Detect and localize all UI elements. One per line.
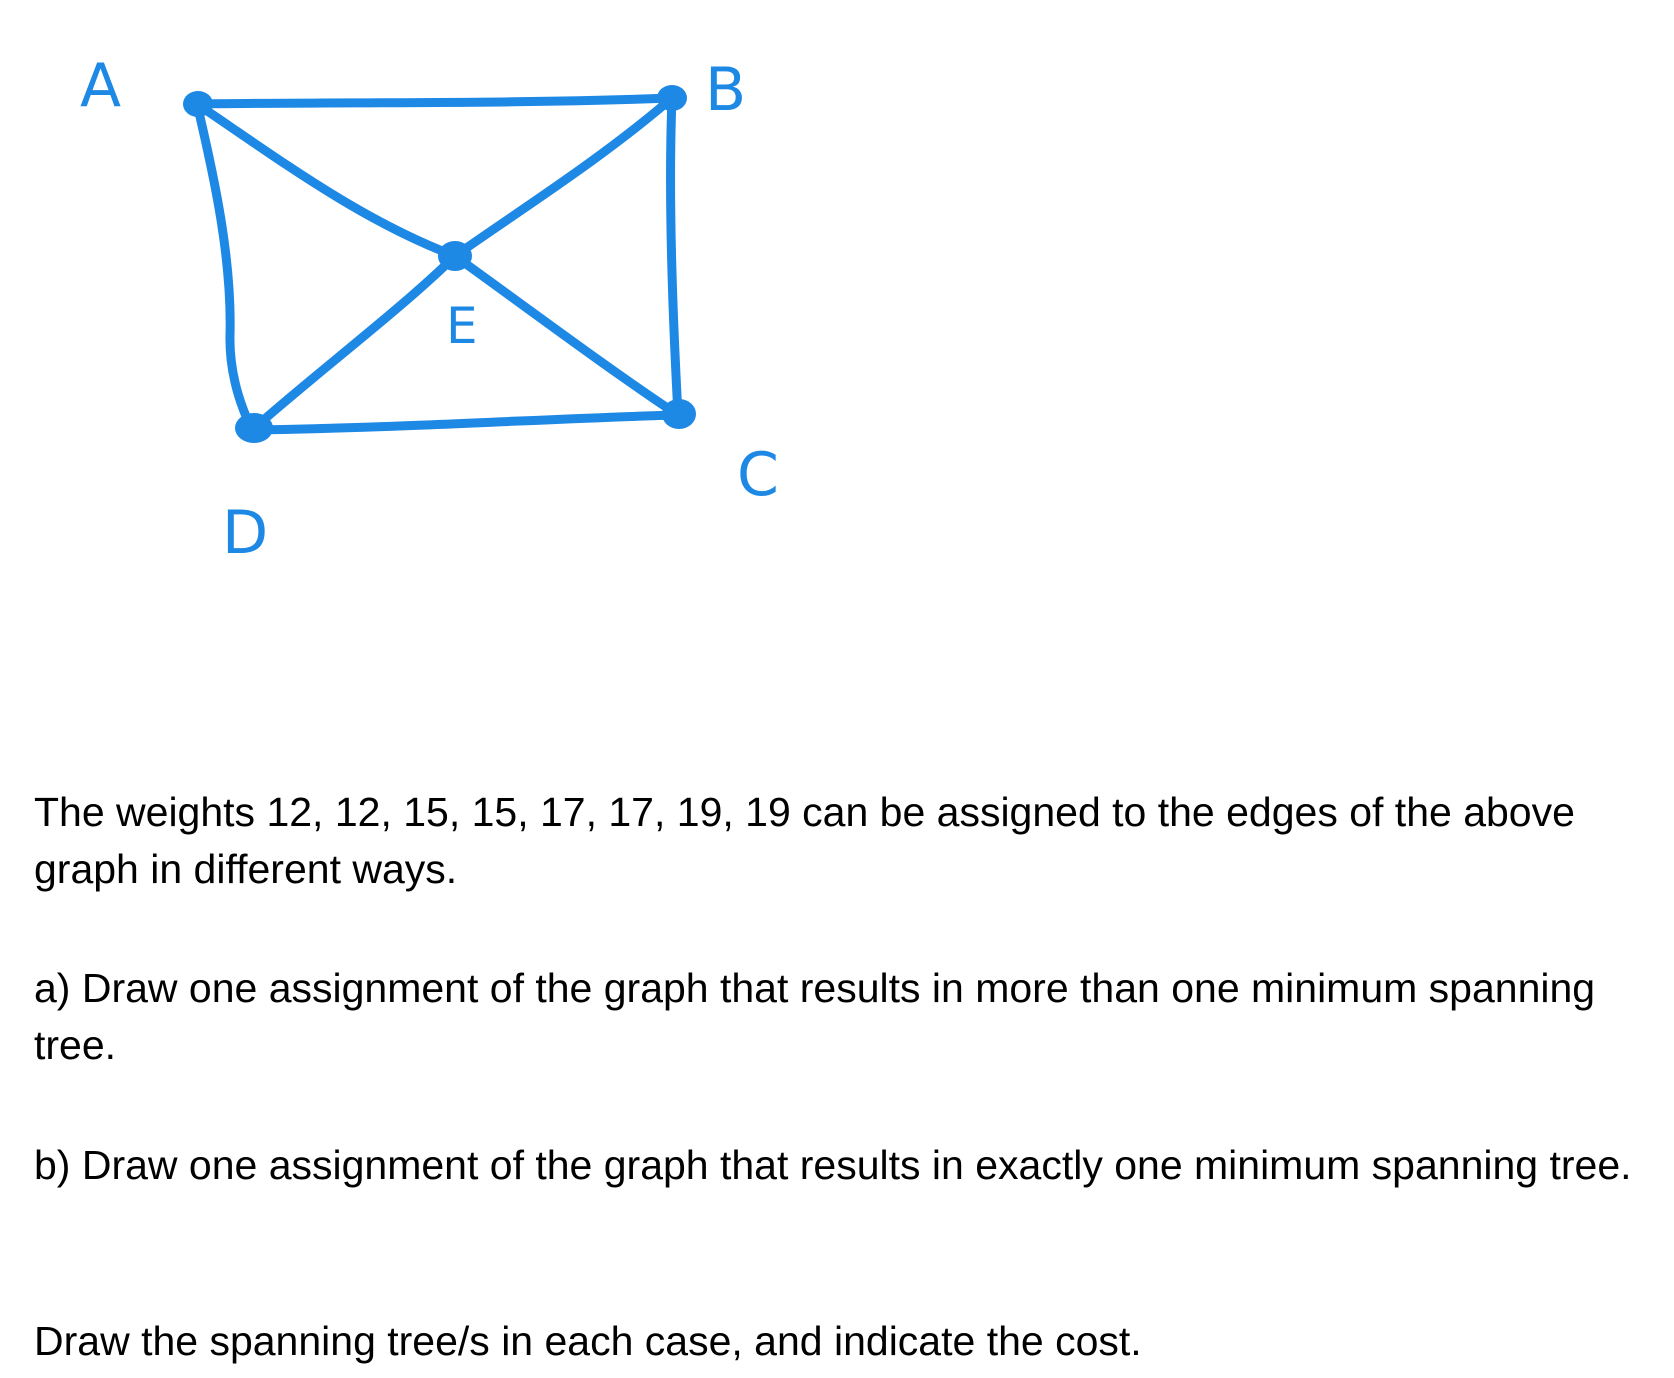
edge-b-e [455,98,672,256]
node-d [235,413,273,443]
node-label-b: B [705,55,747,125]
edge-d-e [252,256,455,430]
node-c [662,399,696,429]
edge-a-d [197,104,252,430]
node-a [183,91,213,117]
node-label-c: C [737,440,779,510]
node-e [438,241,472,271]
edge-a-b [197,98,672,104]
node-label-e: E [446,297,478,355]
closing-instruction: Draw the spanning tree/s in each case, and indicate the cost. [34,1318,1142,1364]
node-label-a: A [80,51,122,121]
edge-b-c [671,98,678,415]
edge-a-e [197,104,455,256]
graph-diagram [0,0,900,620]
node-label-d: D [222,498,269,568]
edge-c-d [252,415,678,430]
edge-c-e [455,256,678,415]
part-a-question: a) Draw one assignment of the graph that results in more than one minimum spanning tree. [34,965,1596,1068]
part-b-question: b) Draw one assignment of the graph that results in exactly one minimum spanning tree. [34,1142,1632,1188]
problem-intro: The weights 12, 12, 15, 15, 17, 17, 19, 19 can be assigned to the edges of the above graph in different ways. [34,789,1575,892]
node-b [657,85,687,111]
